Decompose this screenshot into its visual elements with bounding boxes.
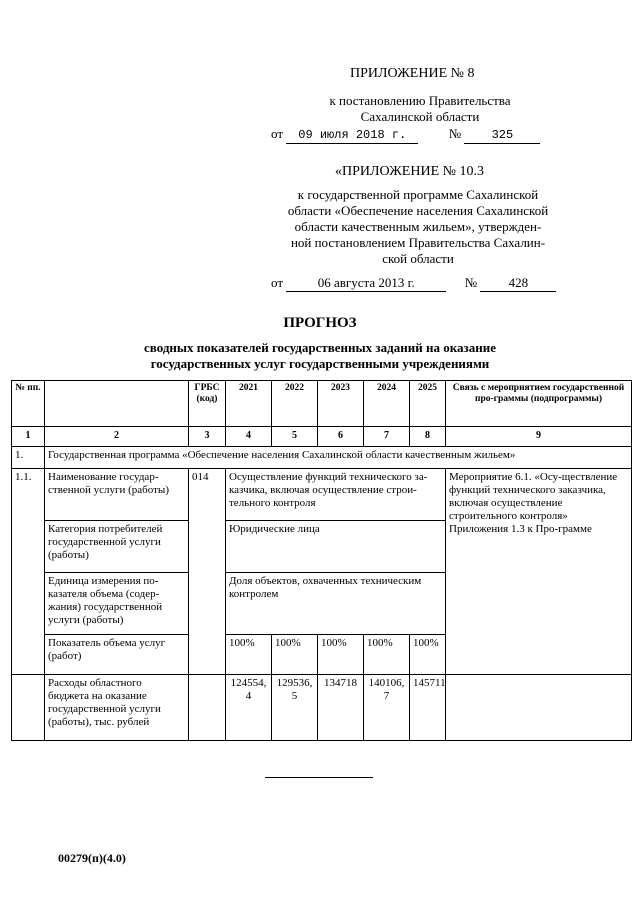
header-cell — [45, 381, 189, 427]
col-number: 4 — [226, 427, 272, 447]
page-subtitle-2: государственных услуг государственными учреждениями — [150, 356, 490, 371]
row-label: Расходы областного бюджета на оказание государственной услуги (работы), тыс. рублей — [45, 675, 189, 741]
header-cell: Связь с мероприятием государственной про-граммы (подпрограммы) — [446, 381, 632, 427]
col-number: 6 — [318, 427, 364, 447]
expense-2025: 145711 — [410, 675, 446, 741]
program-row-text: Государственная программа «Обеспечение населения Сахалинской области качественным жильем» — [45, 447, 632, 469]
page-title: ПРОГНОЗ — [283, 315, 357, 331]
appendix-title: ПРИЛОЖЕНИЕ № 8 — [350, 66, 475, 81]
header-cell: 2021 — [226, 381, 272, 427]
volume-2021: 100% — [226, 635, 272, 675]
col-number: 1 — [12, 427, 45, 447]
decree-date: 09 июля 2018 г. — [286, 127, 418, 144]
appendix-line2: Сахалинской области — [360, 109, 480, 124]
appendix-line1: к постановлению Правительства — [329, 93, 511, 108]
col-number: 5 — [272, 427, 318, 447]
col-number: 7 — [364, 427, 410, 447]
number-label: № — [448, 126, 462, 141]
expense-2024: 140106, 7 — [364, 675, 410, 741]
expense-2023: 134718 — [318, 675, 364, 741]
closing-divider — [265, 777, 373, 778]
col-number: 9 — [446, 427, 632, 447]
volume-2025: 100% — [410, 635, 446, 675]
appendix2-line: к государственной программе Сахалинской — [297, 187, 539, 202]
volume-2022: 100% — [272, 635, 318, 675]
page-subtitle-1: сводных показателей государственных заданий на оказание — [144, 340, 496, 355]
from-label: от — [271, 275, 284, 290]
appendix2-line: ской области — [382, 251, 454, 266]
appendix2-date-line — [271, 275, 571, 292]
appendix2-body — [258, 187, 578, 267]
program-row-number: 1. — [12, 447, 45, 469]
decree-number: 325 — [464, 127, 540, 144]
appendix-date-line — [271, 126, 571, 144]
col-number: 8 — [410, 427, 446, 447]
volume-2024: 100% — [364, 635, 410, 675]
expense-2021: 124554, 4 — [226, 675, 272, 741]
col-number: 3 — [189, 427, 226, 447]
consumer-category: Юридические лица — [226, 521, 446, 573]
volume-2023: 100% — [318, 635, 364, 675]
row-label: Категория потребителей государственной услуги (работы) — [45, 521, 189, 573]
header-cell: 2024 — [364, 381, 410, 427]
subitem-number: 1.1. — [12, 469, 45, 675]
header-cell: 2025 — [410, 381, 446, 427]
program-link: Мероприятие 6.1. «Осу-ществление функций технического заказчика, включая осуществление строительного контроля» Приложения 1.3 к Про-грамме — [446, 469, 632, 675]
number-label: № — [464, 275, 478, 290]
unit-of-measure: Доля объектов, охваченных техническим контролем — [226, 573, 446, 635]
appendix2-line: области «Обеспечение населения Сахалинской — [287, 203, 549, 218]
appendix2-title: «ПРИЛОЖЕНИЕ № 10.3 — [335, 164, 484, 179]
empty-cell — [12, 675, 45, 741]
row-label: Наименование государ-ственной услуги (работы) — [45, 469, 189, 521]
appendix2-line: области качественным жильем», утвержден- — [294, 219, 542, 234]
row-label: Единица измерения по-казателя объема (содер-жания) государственной услуги (работы) — [45, 573, 189, 635]
appendix2-line: ной постановлением Правительства Сахалин- — [290, 235, 546, 250]
header-cell: 2023 — [318, 381, 364, 427]
program-date: 06 августа 2013 г. — [286, 275, 446, 292]
header-cell: № пп. — [12, 381, 45, 427]
service-name: Осуществление функций технического за-казчика, включая осуществление строи-тельного контроля — [226, 469, 446, 521]
forecast-table — [11, 380, 632, 741]
col-number: 2 — [45, 427, 189, 447]
header-cell: 2022 — [272, 381, 318, 427]
empty-cell — [189, 675, 226, 741]
empty-cell — [446, 675, 632, 741]
footer-code: 00279(п)(4.0) — [58, 851, 126, 865]
row-label: Показатель объема услуг (работ) — [45, 635, 189, 675]
expense-2022: 129536, 5 — [272, 675, 318, 741]
header-cell: ГРБС (код) — [189, 381, 226, 427]
from-label: от — [271, 126, 284, 141]
grbs-code: 014 — [189, 469, 226, 675]
program-number: 428 — [480, 275, 556, 292]
